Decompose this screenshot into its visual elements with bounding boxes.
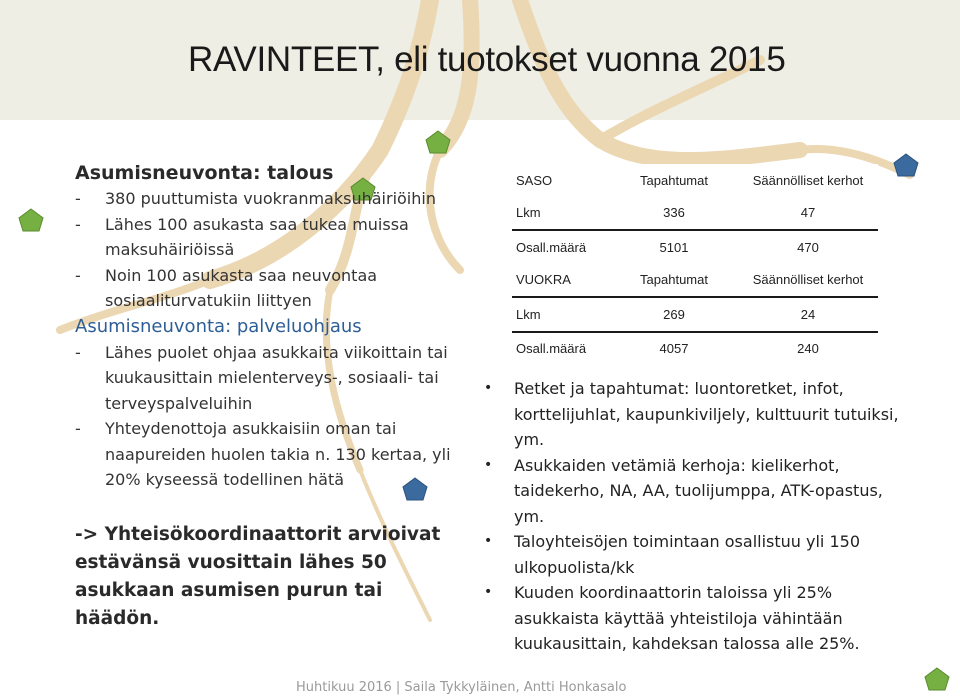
table-row: [512, 197, 878, 231]
list-item: - Yhteydenottoja asukkaisiin oman tai naapureiden huolen takia n. 130 kertaa, yli 20% kyseessä todellinen hätä: [75, 419, 451, 489]
heading-palveluohjaus: Asumisneuvonta: palveluohjaus: [75, 315, 362, 337]
table-cell: 470: [738, 230, 878, 264]
bullet-marker: •: [484, 456, 493, 473]
left-column: [75, 160, 475, 633]
table-row: [512, 164, 878, 197]
list-item: - Lähes puolet ohjaa asukkaita viikoittain tai kuukausittain mielenterveys-, sosiaali- tai terveyspalveluihin: [75, 342, 448, 413]
table-cell: Säännölliset kerhot: [738, 164, 878, 197]
table-cell: 5101: [610, 230, 738, 264]
slide-title: RAVINTEET, eli tuotokset vuonna 2015: [188, 40, 786, 79]
table-cell: VUOKRA: [512, 264, 610, 298]
table-cell: Säännölliset kerhot: [738, 264, 878, 298]
table-cell: SASO: [512, 164, 610, 197]
list-item: - Lähes 100 asukasta saa tukea muissa maksuhäiriöissä: [75, 214, 409, 259]
bullet-list: [484, 376, 904, 657]
table-cell: 24: [738, 297, 878, 332]
pentagon-icon: [894, 154, 918, 176]
statistics-table: [512, 164, 878, 365]
list-item: • Taloyhteisöjen toimintaan osallistuu yli 150 ulkopuolista/kk: [484, 529, 904, 580]
table-cell: 47: [738, 197, 878, 231]
pentagon-icon: [925, 668, 949, 690]
table-cell: Tapahtumat: [610, 264, 738, 298]
table-cell: 269: [610, 297, 738, 332]
table-row: [512, 332, 878, 366]
bullet-marker: •: [484, 533, 493, 549]
table-row: [512, 297, 878, 332]
conclusion-text: -> Yhteisökoordinaattorit arvioivat estävänsä vuosittain lähes 50 asukkaan asumisen purun tai häädön.: [75, 523, 441, 629]
table-cell: 336: [610, 197, 738, 231]
list-item: - Noin 100 asukasta saa neuvontaa sosiaaliturvatukiin liittyen: [75, 265, 378, 310]
list-item: - 380 puuttumista vuokranmaksuhäiriöihin: [75, 189, 436, 208]
table-cell: Osall.määrä: [512, 332, 610, 366]
heading-talous: Asumisneuvonta: talous: [75, 162, 334, 184]
bullet-marker: •: [484, 584, 493, 600]
table-row: [512, 230, 878, 264]
table-cell: 240: [738, 332, 878, 366]
table-cell: Tapahtumat: [610, 164, 738, 197]
pentagon-icon: [19, 209, 43, 231]
table-cell: Lkm: [512, 197, 610, 231]
table-cell: Osall.määrä: [512, 230, 610, 264]
table-cell: 4057: [610, 332, 738, 366]
table-cell: Lkm: [512, 297, 610, 332]
list-item: • Asukkaiden vetämiä kerhoja: kielikerhot, taidekerho, NA, AA, tuolijumppa, ATK-opastus, ym.: [484, 453, 904, 530]
list-item: • Retket ja tapahtumat: luontoretket, infot, korttelijuhlat, kaupunkiviljely, kulttuurit tutuiksi, ym.: [484, 376, 904, 453]
bullet-marker: •: [484, 380, 493, 396]
table-row: [512, 264, 878, 298]
list-item: • Kuuden koordinaattorin taloissa yli 25% asukkaista käyttää yhteistiloja vähintään kuukausittain, kahdeksan talossa alle 25%.: [484, 580, 904, 657]
footer-text: Huhtikuu 2016 | Saila Tykkyläinen, Antti Honkasalo: [296, 680, 627, 695]
